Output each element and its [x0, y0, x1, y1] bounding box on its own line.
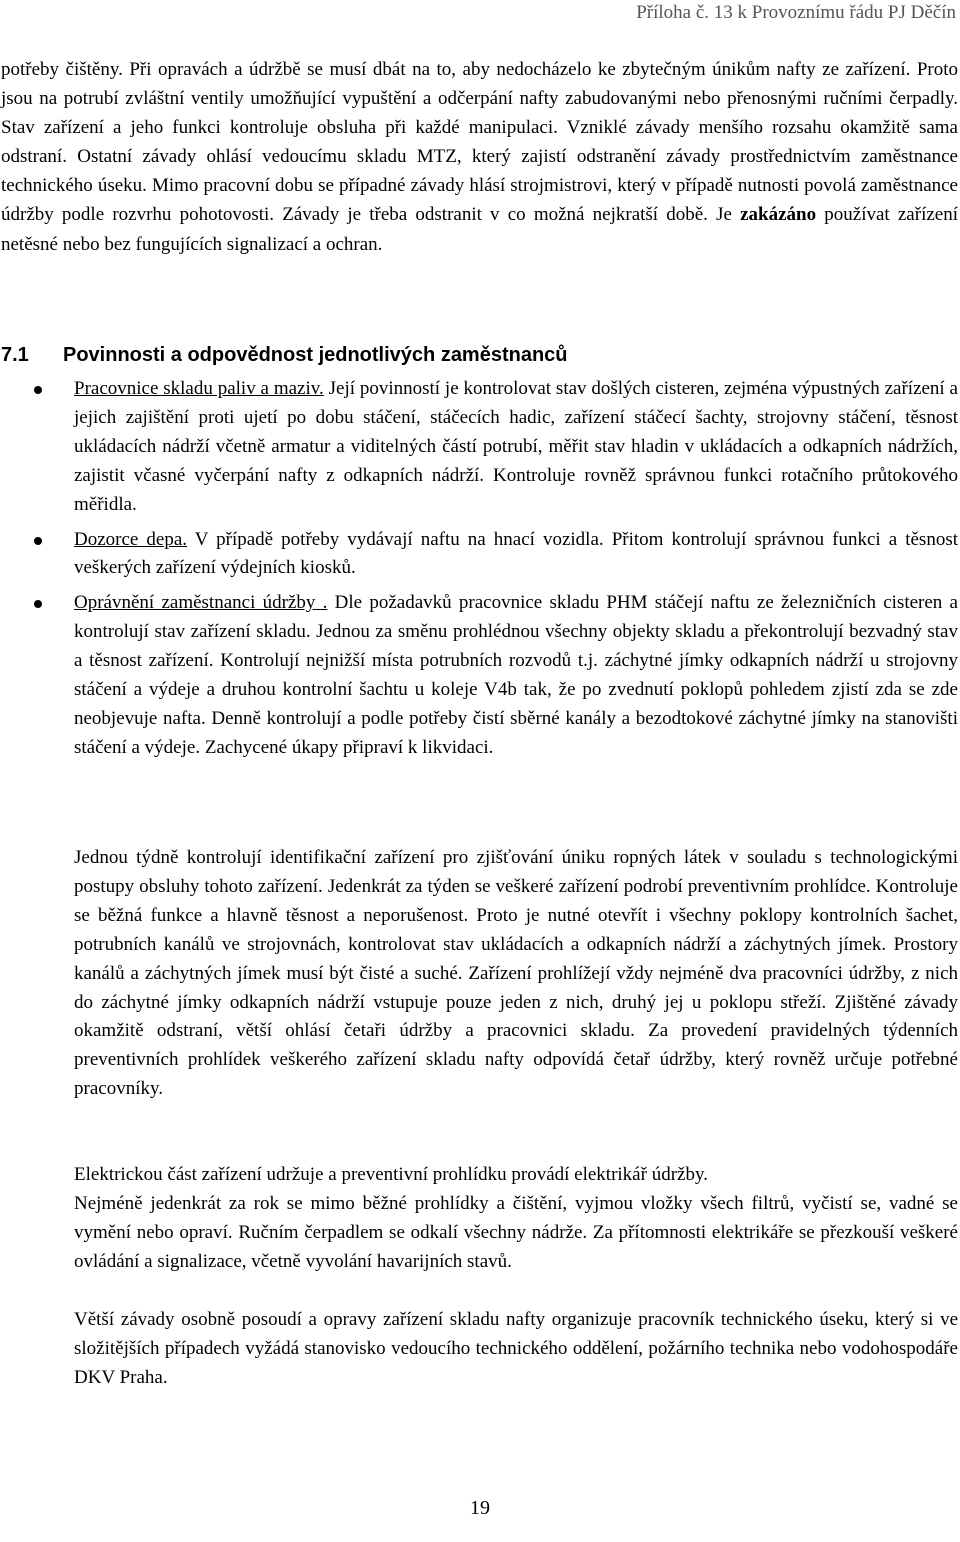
page-header: Příloha č. 13 k Provoznímu řádu PJ Děčín: [636, 2, 956, 23]
section-number: 7.1: [1, 344, 29, 366]
list-item-text: Dle požadavků pracovnice skladu PHM stáčejí naftu ze železničních cisteren a kontrolují stav zařízení skladu. Jednou za směnu prohlédnou všechny objekty skladu a překontrolují bezvadný stav a těsnost zařízení. Kontrolují nejnižší místa potrubních rozvodů t.j. záchytné jímky odkapních nádrží u strojovny stáčení a výdeje a druhou kontrolní šachtu u koleje V4b tak, že po zvednutí poklopů pohledem zjistí zda se zde neobjevuje nafta. Denně kontrolují a podle potřeby čistí sběrné kanály a bezodtokové záchytné jímky na stanovišti stáčení a výdeje. Zachycené úkapy připraví k likvidaci.: [74, 592, 958, 758]
list-item: [0, 526, 958, 584]
intro-text-after: používat zařízení netěsné nebo bez fungujících signalizací a ochran.: [1, 204, 958, 255]
responsibilities-list: [0, 375, 958, 763]
list-item-text: Její povinností je kontrolovat stav došlých cisteren, zejména výpustných zařízení a jejich zajištění proti ujetí po dobu stáčení, stáčecích hadic, zařízení stáčecí šachty, strojovny stáčení, těsnost ukládacích nádrží včetně armatur a viditelných částí potrubí, měřit stav hladin v ukládacích a odkapních nádržích, zajistit včasné vyčerpání nafty z odkapních nádrží. Kontroluje rovněž správnou funkci rotačního průtokového měřidla.: [74, 378, 958, 515]
paragraph-annual: Nejméně jedenkrát za rok se mimo běžné prohlídky a čištění, vyjmou vložky všech filtrů, vyčistí se, vadné se vymění nebo opraví. Ručním čerpadlem se odkalí všechny nádrže. Za přítomnosti elektrikáře se přezkouší veškeré ovládání a signalizace, včetně vyvolání havarijních stavů.: [74, 1193, 958, 1272]
list-item-term: Pracovnice skladu paliv a maziv.: [74, 378, 324, 399]
section-heading: [1, 344, 568, 367]
paragraph-weekly-inspection: Jednou týdně kontrolují identifikační zařízení pro zjišťování úniku ropných látek v souladu s technologickými postupy obsluhy tohoto zařízení. Jedenkrát za týden se veškeré zařízení podrobí preventivním prohlídce. Kontroluje se běžná funkce a hlavně těsnost a neporušenost. Proto je nutné otevřít i všechny poklopy kontrolních šachet, potrubních kanálů ve strojovnách, kontrolovat stav ukládacích a odkapních nádrží a záchytných jímek. Prostory kanálů a záchytných jímek musí být čisté a suché. Zařízení prohlížejí vždy nejméně dva pracovníci údržby, z nich do záchytné jímky odkapních nádrží vstupuje pouze jeden z nich, druhý jej u poklopu střeží. Zjištěné závady okamžitě odstraní, větší ohlásí četaři údržby a pracovnici skladu. Za provedení pravidelných týdenních preventivních prohlídek veškerého zařízení skladu nafty odpovídá četař údržby, který rovněž určuje potřebné pracovníky.: [74, 847, 958, 1100]
page-number: 19: [470, 1497, 490, 1519]
intro-text-before: potřeby čištěny. Při opravách a údržbě se musí dbát na to, aby nedocházelo ke zbytečným únikům nafty ze zařízení. Proto jsou na potrubí zvláštní ventily umožňující vypuštění a odčerpání nafty zabudovanými nebo přenosnými ručními čerpadly. Stav zařízení a jeho funkci kontroluje obsluha při každé manipulaci. Vzniklé závady menšího rozsahu okamžitě sama odstraní. Ostatní závady ohlásí vedoucímu skladu MTZ, který zajistí odstranění závady prostřednictvím zaměstnance technického úseku. Mimo pracovní dobu se případné závady hlásí strojmistrovi, který v případě nutnosti povolá zaměstnance údržby podle rozvrhu pohotovosti. Závady je třeba odstranit v co možná nejkratší době. Je: [1, 59, 958, 226]
list-item-term: Oprávnění zaměstnanci údržby .: [74, 592, 328, 614]
bullet-icon: [34, 537, 42, 545]
intro-bold-word: zakázáno: [740, 204, 817, 226]
bullet-icon: [34, 600, 42, 608]
paragraph-major-faults: Větší závady osobně posoudí a opravy zařízení skladu nafty organizuje pracovník technického úseku, který si ve složitějších případech vyžádá stanovisko vedoucího technického oddělení, požárního technika nebo vodohospodáře DKV Praha.: [74, 1309, 958, 1388]
list-item-text: V případě potřeby vydávají naftu na hnací vozidla. Přitom kontrolují správnou funkci a těsnost veškerých zařízení výdejních kiosků.: [74, 528, 958, 579]
bullet-icon: [34, 386, 42, 394]
paragraph-electrical: Elektrickou část zařízení udržuje a preventivní prohlídku provádí elektrikář údržby.: [74, 1164, 708, 1185]
list-item: [0, 589, 958, 762]
section-title: Povinnosti a odpovědnost jednotlivých zaměstnanců: [63, 344, 568, 366]
list-item-term: Dozorce depa.: [74, 528, 188, 550]
list-item: [0, 375, 958, 520]
intro-text: [1, 55, 958, 259]
intro-paragraph: [1, 55, 958, 259]
